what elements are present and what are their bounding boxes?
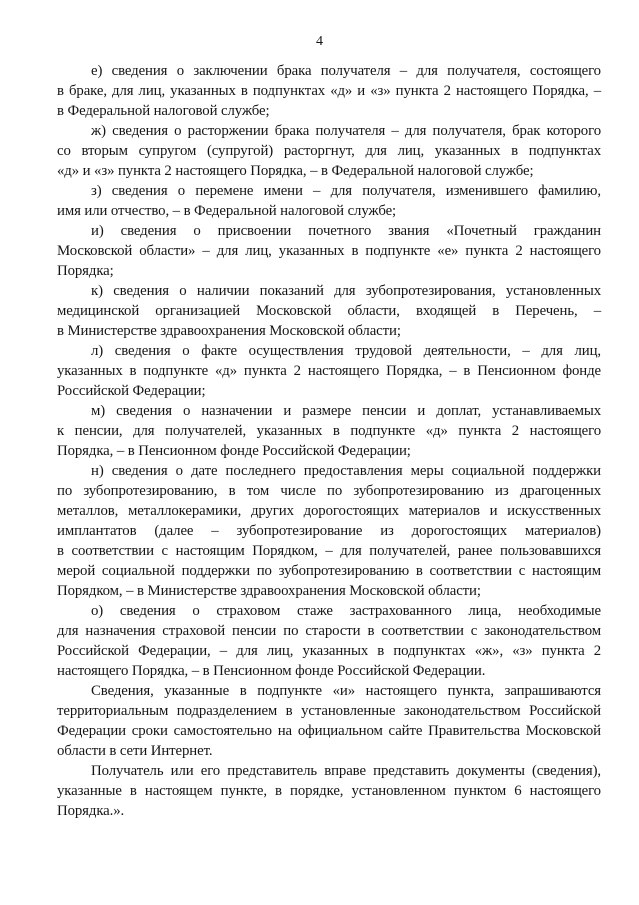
text-line: и) сведения о присвоении почетного звания «Почетный гражданин [91, 223, 601, 239]
paragraph-recipient-rights [57, 761, 601, 821]
text-line: имя или отчество, – в Федеральной налоговой службе; [57, 203, 397, 219]
text-line: Порядка; [57, 263, 114, 279]
text-line: указанных в подпункте «д» пункта 2 настоящего Порядка, – в Пенсионном фонде [57, 363, 601, 379]
paragraph-info-request [57, 681, 601, 761]
text-line: Сведения, указанные в подпункте «и» настоящего пункта, запрашиваются [91, 683, 601, 699]
text-line: имплантатов (далее – зубопротезирование из дорогостоящих материалов) [57, 523, 601, 539]
paragraph-i [57, 221, 601, 281]
page-number: 4 [316, 34, 323, 49]
text-line: в Министерстве здравоохранения Московской области; [57, 323, 401, 339]
text-line: для назначения страховой пенсии по старости в соответствии с законодательством [57, 623, 601, 639]
text-line: о) сведения о страховом стаже застрахованного лица, необходимые [91, 603, 601, 619]
text-line: мерой социальной поддержки по зубопротезированию в соответствии с настоящим [57, 563, 601, 579]
text-line: со вторым супругом (супругой) расторгнут, для лиц, указанных в подпунктах [57, 143, 601, 159]
text-line: в браке, для лиц, указанных в подпунктах «д» и «з» пункта 2 настоящего Порядка, – [57, 83, 601, 99]
text-line: территориальным подразделением в установленные законодательством Российской [57, 703, 601, 719]
text-line: Российской Федерации, – для лиц, указанных в подпунктах «ж», «з» пункта 2 [57, 643, 601, 659]
text-line: м) сведения о назначении и размере пенсии и доплат, устанавливаемых [91, 403, 601, 419]
paragraph-m [57, 401, 601, 461]
text-line: в Федеральной налоговой службе; [57, 103, 270, 119]
paragraph-zh [57, 121, 601, 181]
text-line: Федерации сроки самостоятельно на официальном сайте Правительства Московской [57, 723, 601, 739]
text-line: к) сведения о наличии показаний для зубопротезирования, установленных [91, 283, 601, 299]
text-line: настоящего Порядка, – в Пенсионном фонде Российской Федерации. [57, 663, 486, 679]
text-line: Московской области» – для лиц, указанных в подпункте «е» пункта 2 настоящего [57, 243, 601, 259]
text-line: указанные в настоящем пункте, в порядке, установленном пунктом 6 настоящего [57, 783, 601, 799]
text-line: е) сведения о заключении брака получателя – для получателя, состоящего [91, 63, 601, 79]
text-line: Порядком, – в Министерстве здравоохранения Московской области; [57, 583, 481, 599]
paragraph-k [57, 281, 601, 341]
text-line: л) сведения о факте осуществления трудовой деятельности, – для лиц, [91, 343, 601, 359]
paragraph-z [57, 181, 601, 221]
text-line: по зубопротезированию, в том числе по зубопротезированию из драгоценных [57, 483, 601, 499]
paragraph-l [57, 341, 601, 401]
text-line: ж) сведения о расторжении брака получателя – для получателя, брак которого [91, 123, 601, 139]
text-line: медицинской организацией Московской области, входящей в Перечень, – [57, 303, 601, 319]
paragraph-n [57, 461, 601, 601]
text-line: з) сведения о перемене имени – для получателя, изменившего фамилию, [91, 183, 601, 199]
text-line: к пенсии, для получателей, указанных в подпункте «д» пункта 2 настоящего [57, 423, 601, 439]
text-line: Порядка.». [57, 803, 125, 819]
text-line: области в сети Интернет. [57, 743, 213, 759]
text-line: Получатель или его представитель вправе представить документы (сведения), [91, 763, 601, 779]
text-line: н) сведения о дате последнего предоставления меры социальной поддержки [91, 463, 601, 479]
paragraph-o [57, 601, 601, 681]
paragraph-e [57, 61, 601, 121]
text-line: Порядка, – в Пенсионном фонде Российской Федерации; [57, 443, 411, 459]
text-line: металлов, металлокерамики, других дорогостоящих материалов и искусственных [57, 503, 601, 519]
text-line: «д» и «з» пункта 2 настоящего Порядка, – в Федеральной налоговой службе; [57, 163, 534, 179]
text-line: Российской Федерации; [57, 383, 206, 399]
text-line: в соответствии с настоящим Порядком, – для получателей, ранее пользовавшихся [57, 543, 601, 559]
